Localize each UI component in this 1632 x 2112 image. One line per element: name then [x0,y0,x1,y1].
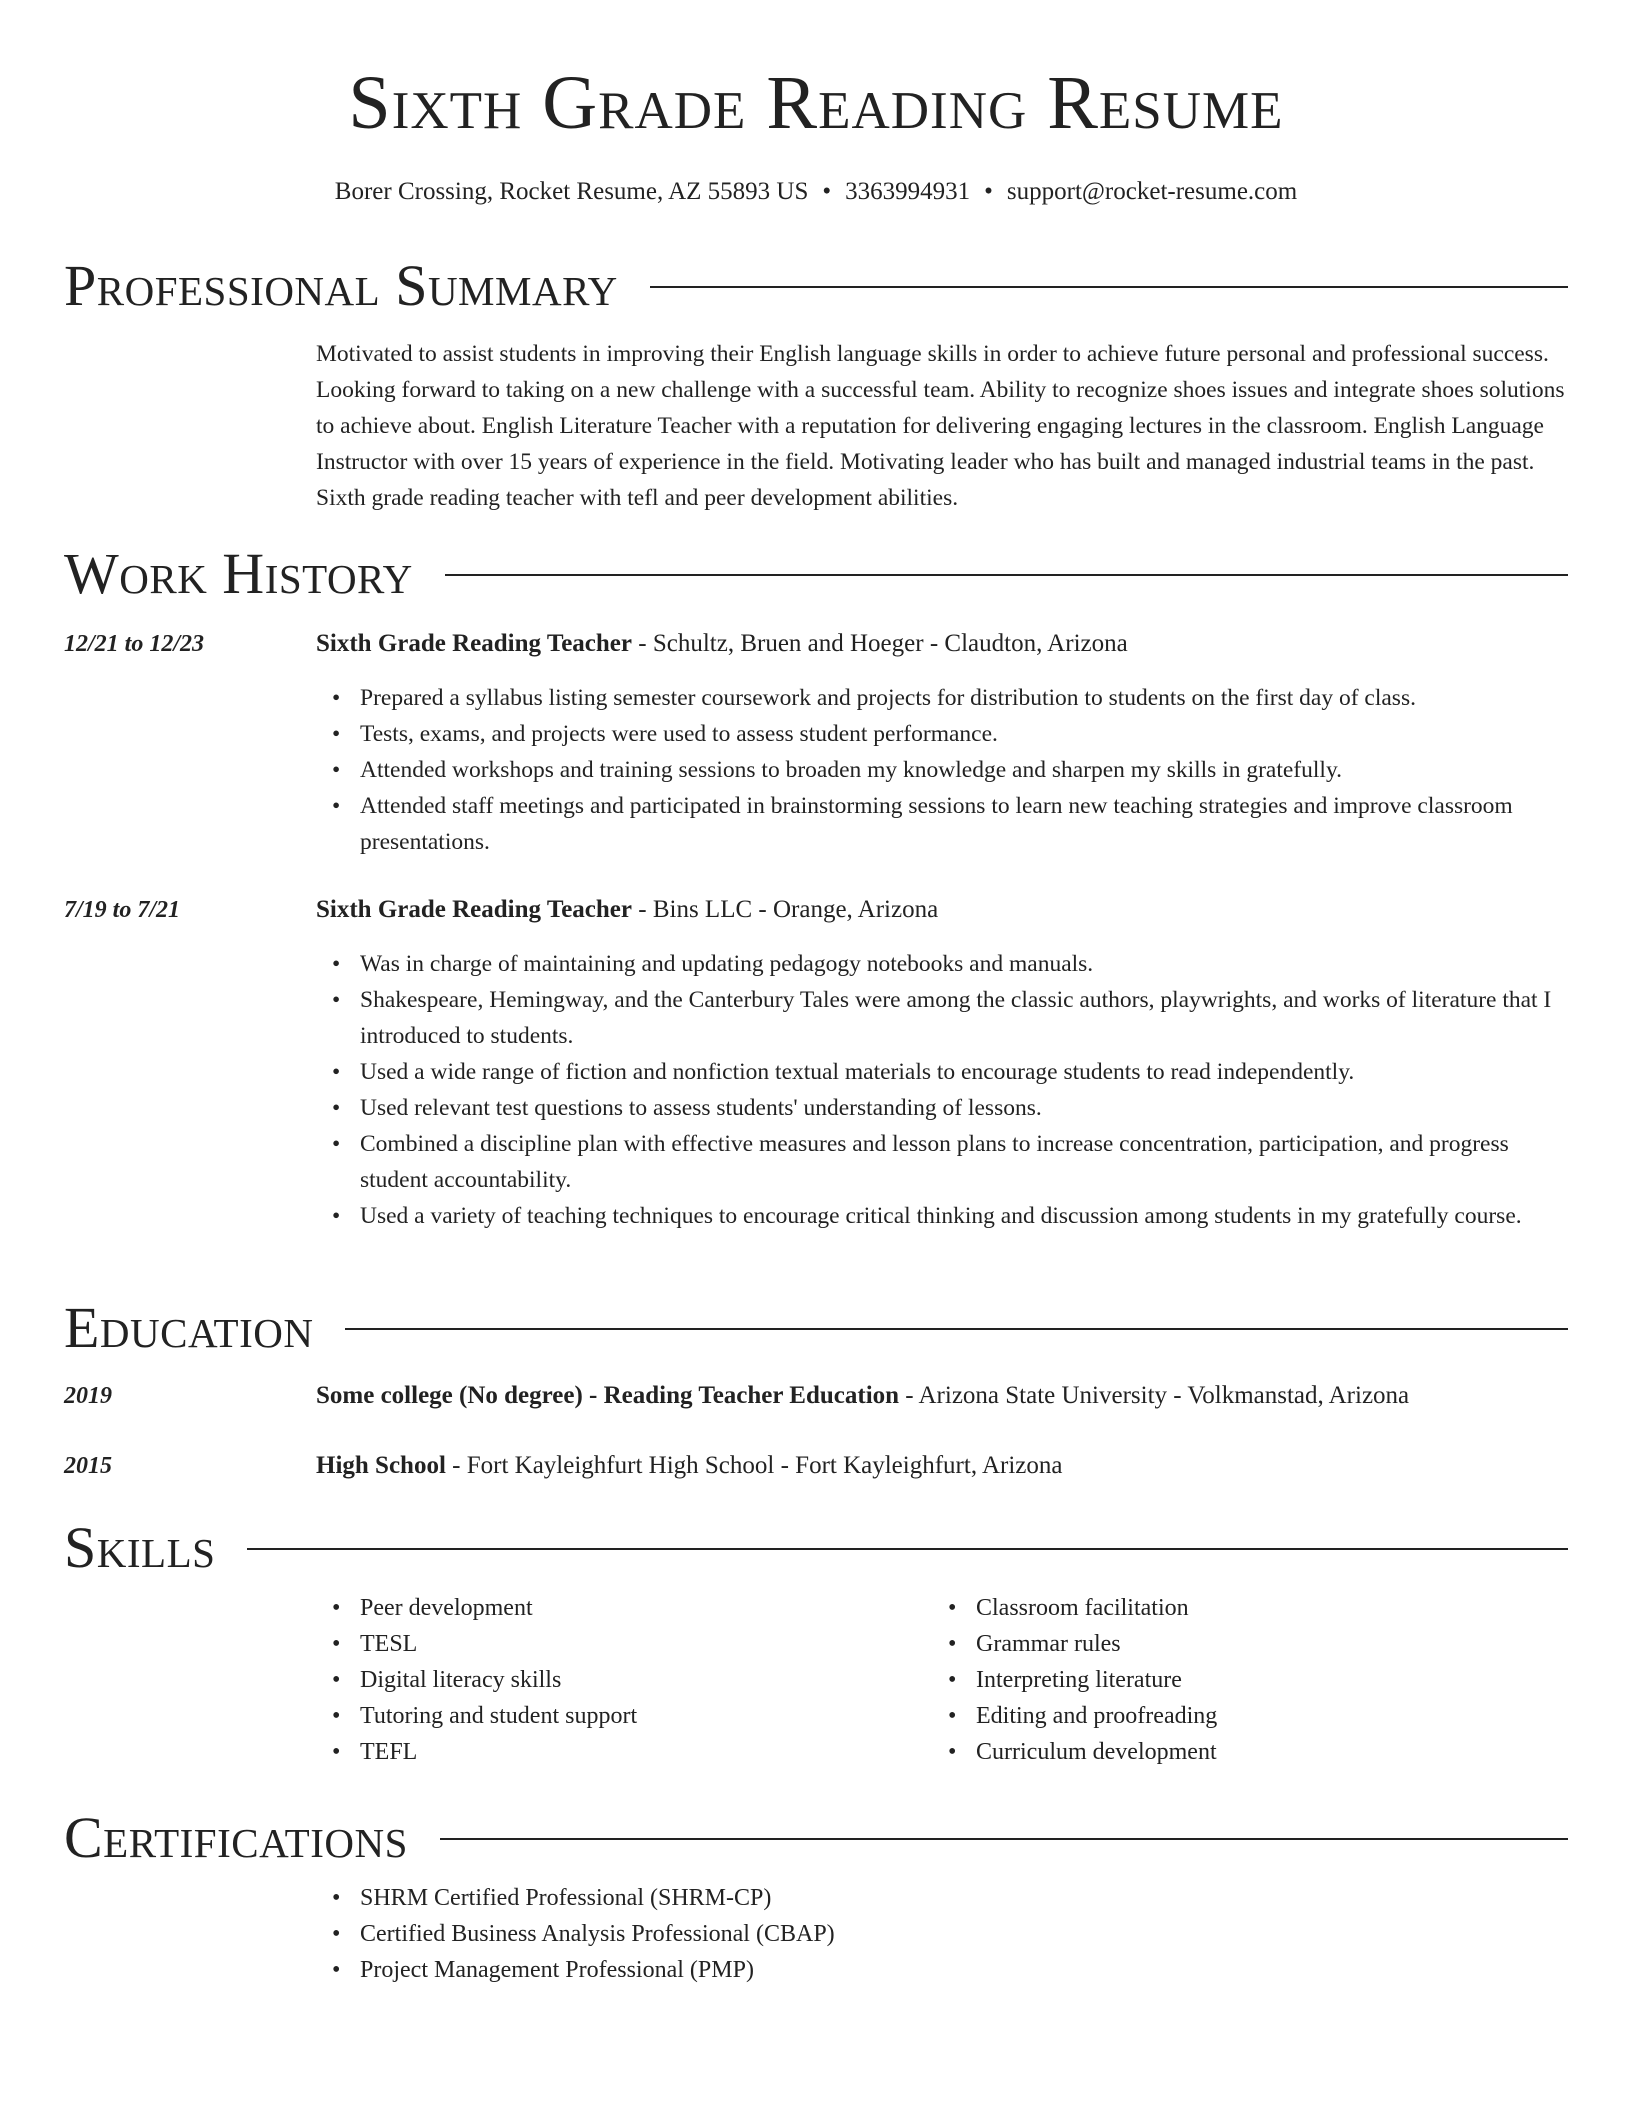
skill-item: • Peer development [316,1590,916,1626]
contact-line [0,176,1632,208]
job-heading [316,892,938,928]
skill-item: • Classroom facilitation [932,1590,1532,1626]
skill-item: • Curriculum development [932,1734,1532,1770]
section-divider [345,1328,1568,1330]
skill-item: • TEFL [316,1734,916,1770]
section-header-work [64,542,1568,606]
list-item: • Shakespeare, Hemingway, and the Canterbury Tales were among the classic authors, playwrights, and works of literature that I introduced to students. [316,982,1568,1054]
list-item: • Combined a discipline plan with effective measures and lesson plans to increase concentration, participation, and progress student accountability. [316,1126,1568,1198]
job-title: Sixth Grade Reading Teacher [316,630,632,657]
education-school: - Arizona State University - Volkmanstad, Arizona [899,1382,1410,1409]
resume-name: Sixth Grade Reading Resume [348,61,1284,145]
job-employer: - Bins LLC - Orange, Arizona [632,896,939,923]
job-dates: 12/21 to 12/23 [64,631,205,657]
section-divider [650,286,1568,288]
skill-item: • TESL [316,1626,916,1662]
section-divider [445,574,1568,576]
contact-email: support@rocket-resume.com [1006,178,1298,205]
education-school: - Fort Kayleighfurt High School - Fort Kayleighfurt, Arizona [445,1452,1063,1479]
job-title: Sixth Grade Reading Teacher [316,896,632,923]
contact-phone: 3363994931 [845,178,971,205]
section-title-education: Education [64,1295,314,1360]
section-divider [440,1838,1568,1840]
section-header-education [64,1296,1568,1360]
skill-item: • Tutoring and student support [316,1698,916,1734]
list-item: • Used a variety of teaching techniques to encourage critical thinking and discussion among students in my gratefully course. [316,1198,1568,1234]
section-header-skills [64,1516,1568,1580]
job-dates: 7/19 to 7/21 [64,897,181,923]
section-divider [247,1548,1568,1550]
education-year: 2019 [64,1383,112,1409]
list-item: • Attended workshops and training sessions to broaden my knowledge and sharpen my skills in gratefully. [316,752,1568,788]
skills-list-right [932,1590,1532,1770]
contact-separator: • [822,178,832,205]
job-duties [316,680,1568,860]
list-item: • Prepared a syllabus listing semester coursework and projects for distribution to students on the first day of class. [316,680,1568,716]
skill-item: • Grammar rules [932,1626,1532,1662]
skill-item: • Digital literacy skills [316,1662,916,1698]
skills-list-left [316,1590,916,1770]
contact-address: Borer Crossing, Rocket Resume, AZ 55893 US [334,178,809,205]
section-title-skills: Skills [64,1515,216,1580]
list-item: • Was in charge of maintaining and updating pedagogy notebooks and manuals. [316,946,1568,982]
certification-item: • SHRM Certified Professional (SHRM-CP) [316,1880,1316,1916]
job-duties [316,946,1568,1234]
section-title-certifications: Certifications [64,1805,408,1870]
contact-separator: • [984,178,993,205]
summary-text: Motivated to assist students in improving their English language skills in order to achieve future personal and professional success. Looking forward to taking on a new challenge with a successful team. Ability to recognize shoes issues and integrate shoes solutions to achieve about. English Literature Teacher with a reputation for delivering engaging lectures in the classroom. English Language Instructor with over 15 years of experience in the field. Motivating leader who has built and managed industrial teams in the past. Sixth grade reading teacher with tefl and peer development abilities. [316,341,1565,511]
list-item: • Tests, exams, and projects were used to assess student performance. [316,716,1568,752]
skill-item: • Editing and proofreading [932,1698,1532,1734]
certification-item: • Project Management Professional (PMP) [316,1952,1316,1988]
job-employer: - Schultz, Bruen and Hoeger - Claudton, Arizona [632,630,1128,657]
skill-item: • Interpreting literature [932,1662,1532,1698]
section-header-certifications [64,1806,1568,1870]
section-header-summary [64,254,1568,318]
education-year: 2015 [64,1453,112,1479]
section-title-summary: Professional Summary [64,253,618,318]
list-item: • Used a wide range of fiction and nonfiction textual materials to encourage students to read independently. [316,1054,1568,1090]
education-degree: High School [316,1452,446,1479]
education-entry [316,1448,1062,1484]
list-item: • Used relevant test questions to assess students' understanding of lessons. [316,1090,1568,1126]
certification-item: • Certified Business Analysis Professional (CBAP) [316,1916,1316,1952]
education-degree: Some college (No degree) - Reading Teacher Education [316,1382,900,1409]
education-entry [316,1378,1409,1414]
job-heading [316,626,1128,662]
list-item: • Attended staff meetings and participated in brainstorming sessions to learn new teaching strategies and improve classroom presentations. [316,788,1568,860]
certifications-list [316,1880,1316,1988]
section-title-work: Work History [64,541,413,606]
